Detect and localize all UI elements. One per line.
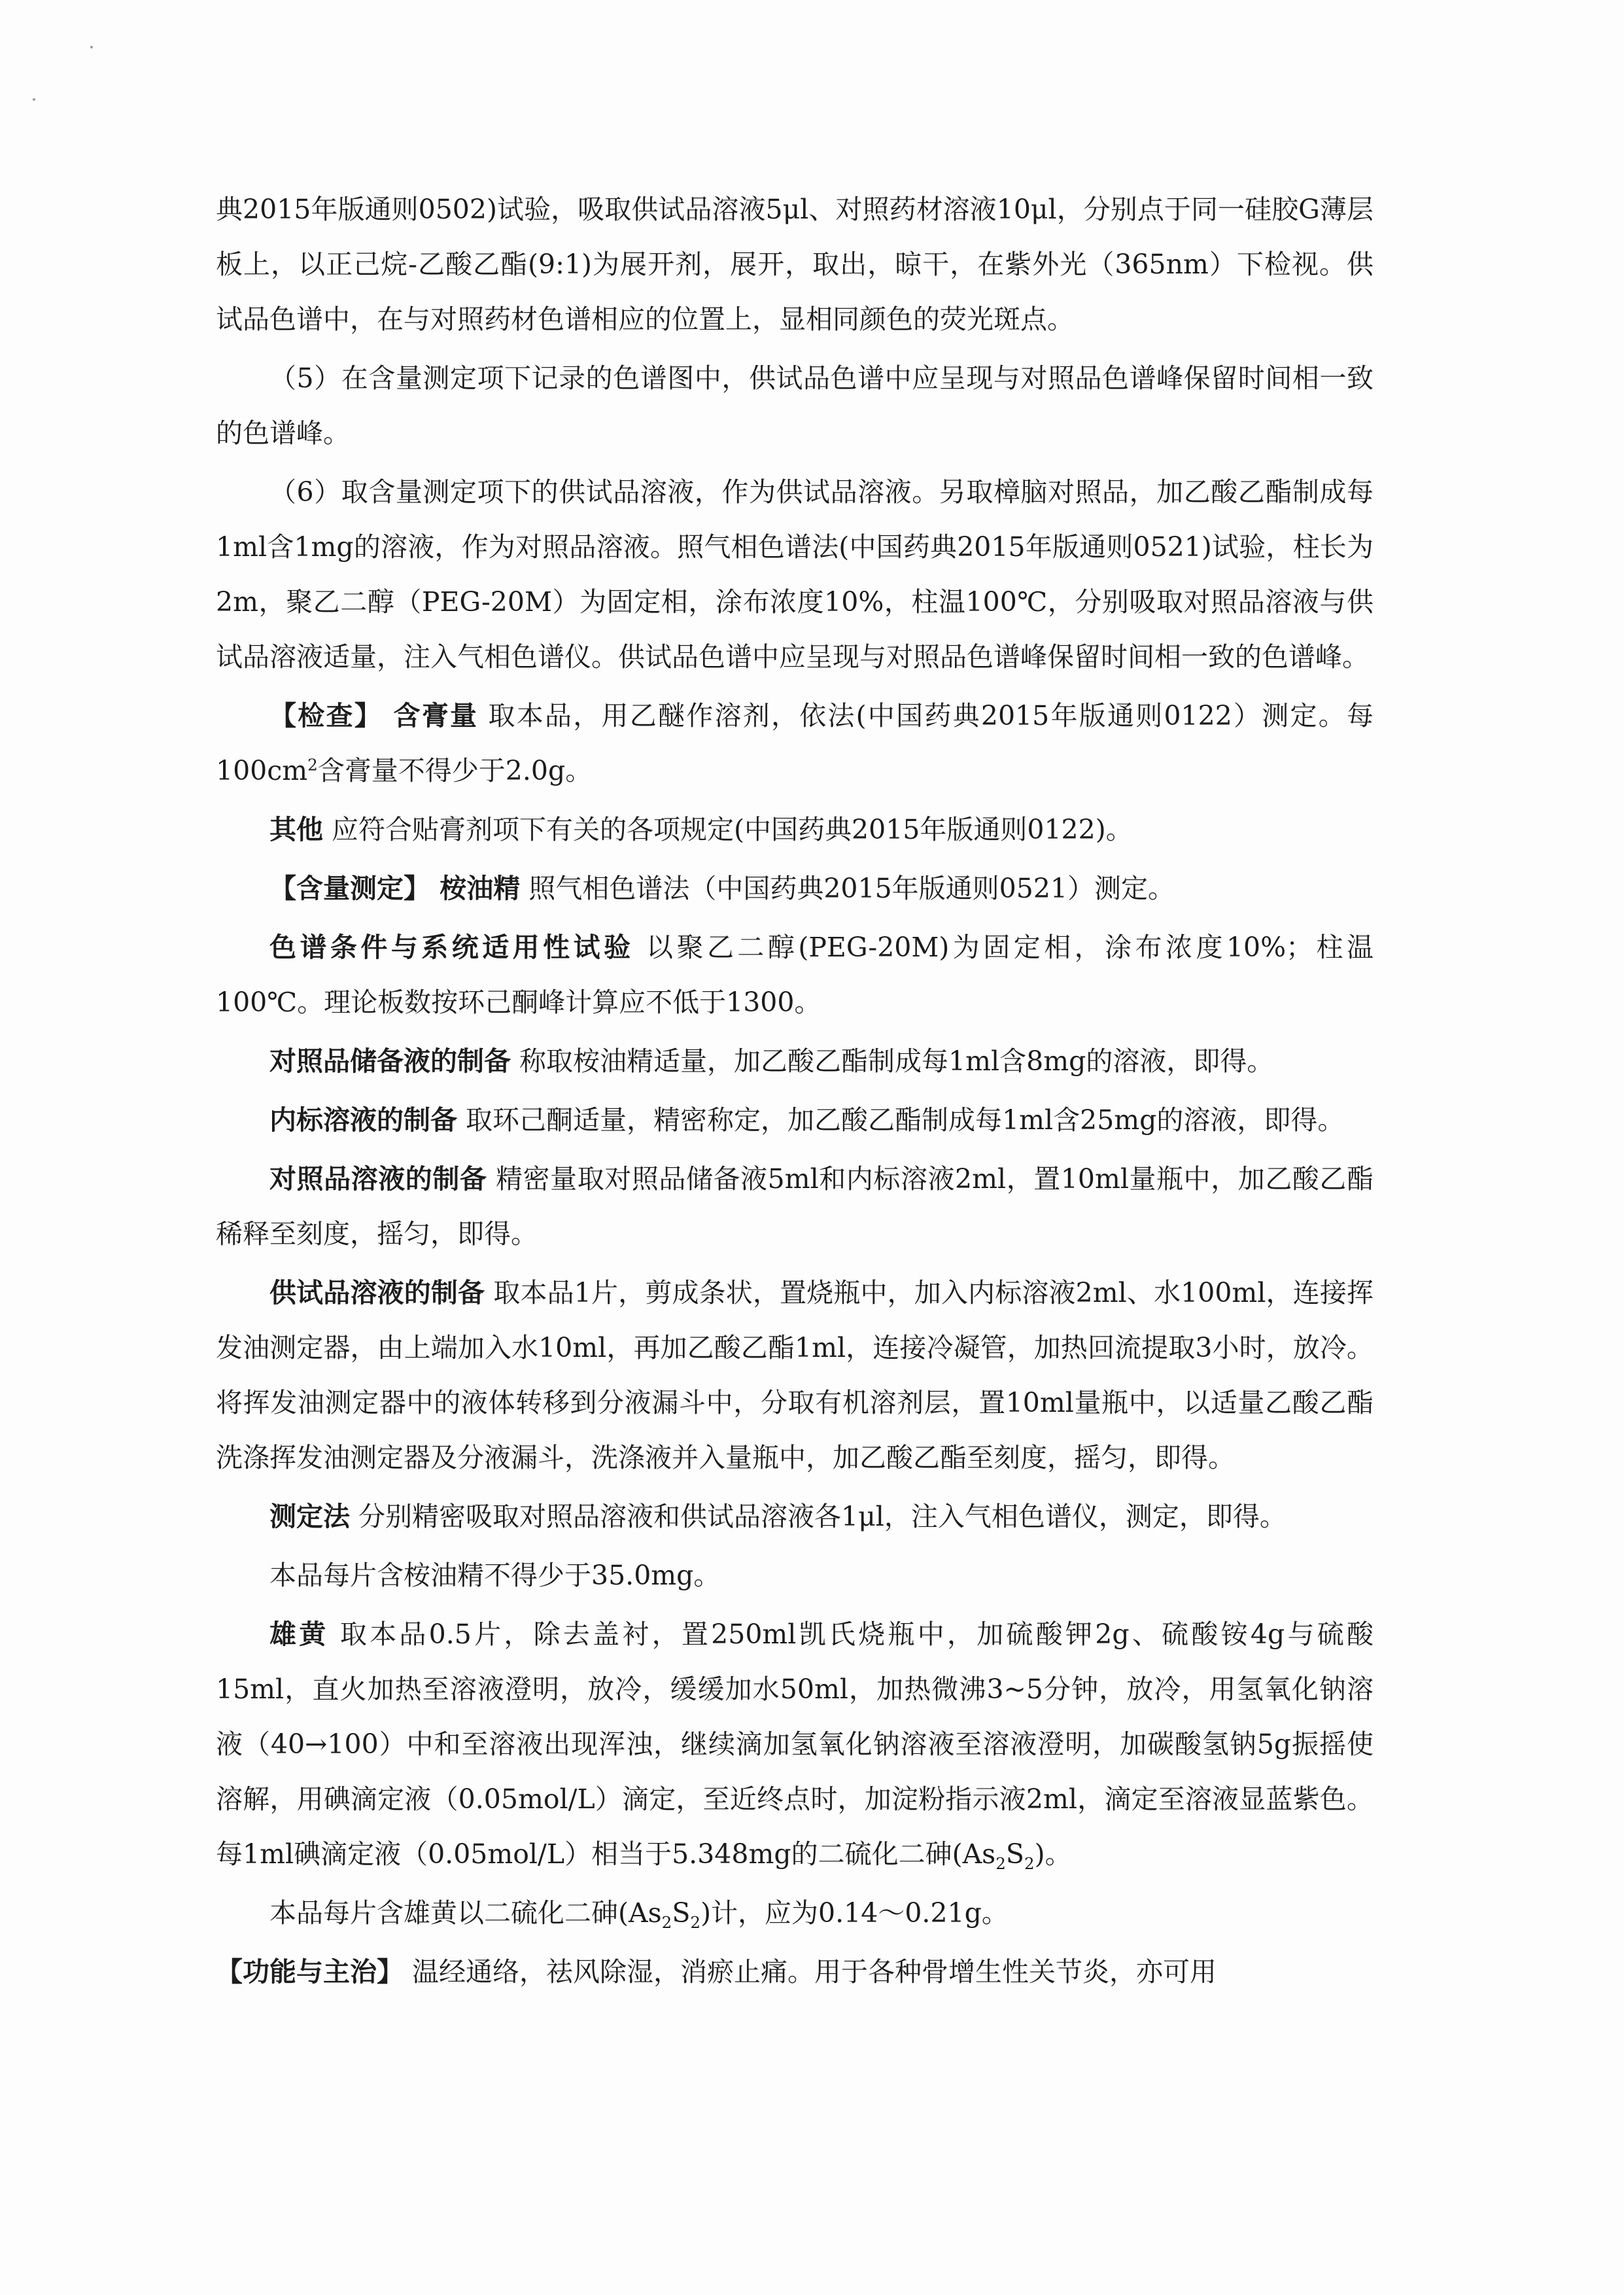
section-heading: 其他 xyxy=(269,814,323,845)
paragraph-text: 照气相色谱法（中国药典2015年版通则0521）测定。 xyxy=(520,873,1175,904)
paragraph-text: )计，应为0.14～0.21g。 xyxy=(700,1897,1009,1929)
section-heading: 【检查】 含膏量 xyxy=(269,700,479,731)
paragraph-chromatographic-conditions xyxy=(216,920,1373,1030)
paragraph-text: 本品每片含桉油精不得少于35.0mg。 xyxy=(269,1560,721,1591)
document-body xyxy=(216,182,1373,2003)
section-heading: 内标溶液的制备 xyxy=(269,1104,457,1136)
subscript: 2 xyxy=(1024,1854,1035,1874)
paragraph-text: )。 xyxy=(1034,1838,1072,1870)
paragraph-text: 含膏量不得少于2.0g。 xyxy=(317,755,593,786)
paragraph-assay-eucalyptol xyxy=(216,861,1373,916)
paragraph-determination xyxy=(216,1489,1373,1544)
paragraph-reference-stock xyxy=(216,1034,1373,1089)
paragraph-text: （6）取含量测定项下的供试品溶液，作为供试品溶液。另取樟脑对照品，加乙酸乙酯制成每1ml含1mg的溶液，作为对照品溶液。照气相色谱法(中国药典2015年版通则0521)试验，柱长为2m，聚乙二醇（PEG-20M）为固定相，涂布浓度10%，柱温100℃，分别吸取对照品溶液与供试品溶液适量，注入气相色谱仪。供试品色谱中应呈现与对照品色谱峰保留时间相一致的色谱峰。 xyxy=(216,476,1373,673)
paragraph-text: 精密量取对照品储备液5ml和内标溶液2ml，置10ml量瓶中，加乙酸乙酯稀释至刻度，摇匀，即得。 xyxy=(216,1163,1373,1250)
paragraph-eucalyptol-limit xyxy=(216,1548,1373,1603)
paragraph-text: 取环己酮适量，精密称定，加乙酸乙酯制成每1ml含25mg的溶液，即得。 xyxy=(457,1104,1345,1136)
section-heading: 雄黄 xyxy=(269,1619,329,1650)
subscript: 2 xyxy=(690,1913,701,1933)
paragraph-test-solution xyxy=(216,1265,1373,1485)
paragraph-text: 以聚乙二醇(PEG-20M)为固定相，涂布浓度10%；柱温100℃。理论板数按环己酮峰计算应不低于1300。 xyxy=(216,932,1374,1018)
paragraph-identification-5 xyxy=(216,351,1373,461)
paragraph-inspection-paste-content xyxy=(216,688,1373,798)
section-heading: 测定法 xyxy=(269,1501,350,1532)
section-heading: 【含量测定】 桉油精 xyxy=(269,873,521,904)
superscript: 2 xyxy=(307,755,318,775)
paragraph-text: S xyxy=(1005,1838,1024,1870)
paragraph-text: 温经通络，祛风除湿，消瘀止痛。用于各种骨增生性关节炎，亦可用 xyxy=(404,1956,1217,1988)
paragraph-tlc-continuation xyxy=(216,182,1373,347)
section-heading: 对照品储备液的制备 xyxy=(269,1045,511,1077)
paragraph-realgar-limit xyxy=(216,1885,1373,1940)
paragraph-text: 称取桉油精适量，加乙酸乙酯制成每1ml含8mg的溶液，即得。 xyxy=(511,1045,1274,1077)
scan-speck xyxy=(33,98,35,101)
paragraph-internal-standard xyxy=(216,1093,1373,1148)
paragraph-text: 取本品，用乙醚作溶剂，依法(中国药典2015年版通则0122）测定。每100cm xyxy=(216,700,1373,786)
paragraph-text: 分别精密吸取对照品溶液和供试品溶液各1μl，注入气相色谱仪，测定，即得。 xyxy=(350,1501,1287,1532)
section-heading: 【功能与主治】 xyxy=(216,1956,404,1988)
section-heading: 色谱条件与系统适用性试验 xyxy=(269,932,634,963)
paragraph-text: 典2015年版通则0502)试验，吸取供试品溶液5μl、对照药材溶液10μl，分别点于同一硅胶G薄层板上，以正己烷-乙酸乙酯(9:1)为展开剂，展开，取出，晾干，在紫外光（365nm）下检视。供试品色谱中，在与对照药材色谱相应的位置上，显相同颜色的荧光斑点。 xyxy=(216,194,1373,335)
paragraph-functions-indications xyxy=(216,1944,1373,1999)
paragraph-reference-solution xyxy=(216,1151,1373,1261)
paragraph-text: 取本品0.5片，除去盖衬，置250ml凯氏烧瓶中，加硫酸钾2g、硫酸铵4g与硫酸15ml，直火加热至溶液澄明，放冷，缓缓加水50ml，加热微沸3~5分钟，放冷，用氢氧化钠溶液（40→100）中和至溶液出现浑浊，继续滴加氢氧化钠溶液至溶液澄明，加碳酸氢钠5g振摇使溶解，用碘滴定液（0.05mol/L）滴定，至近终点时，加淀粉指示液2ml，滴定至溶液显蓝紫色。每1ml碘滴定液（0.05mol/L）相当于5.348mg的二硫化二砷(As xyxy=(216,1619,1373,1870)
paragraph-inspection-other xyxy=(216,802,1373,857)
section-heading: 对照品溶液的制备 xyxy=(269,1163,487,1195)
paragraph-text: 取本品1片，剪成条状，置烧瓶中，加入内标溶液2ml、水100ml，连接挥发油测定器，由上端加入水10ml，再加乙酸乙酯1ml，连接冷凝管，加热回流提取3小时，放冷。将挥发油测定器中的液体转移到分液漏斗中，分取有机溶剂层，置10ml量瓶中，以适量乙酸乙酯洗涤挥发油测定器及分液漏斗，洗涤液并入量瓶中，加乙酸乙酯至刻度，摇匀，即得。 xyxy=(216,1277,1373,1473)
paragraph-text: 本品每片含雄黄以二硫化二砷(As xyxy=(269,1897,662,1929)
section-heading: 供试品溶液的制备 xyxy=(269,1277,485,1308)
subscript: 2 xyxy=(995,1854,1006,1874)
paragraph-realgar xyxy=(216,1607,1373,1882)
paragraph-identification-6 xyxy=(216,464,1373,684)
paragraph-text: （5）在含量测定项下记录的色谱图中，供试品色谱中应呈现与对照品色谱峰保留时间相一致的色谱峰。 xyxy=(216,362,1373,449)
paragraph-text: S xyxy=(672,1897,691,1929)
scan-speck xyxy=(90,46,93,48)
subscript: 2 xyxy=(661,1913,672,1933)
paragraph-text: 应符合贴膏剂项下有关的各项规定(中国药典2015年版通则0122)。 xyxy=(323,814,1133,845)
